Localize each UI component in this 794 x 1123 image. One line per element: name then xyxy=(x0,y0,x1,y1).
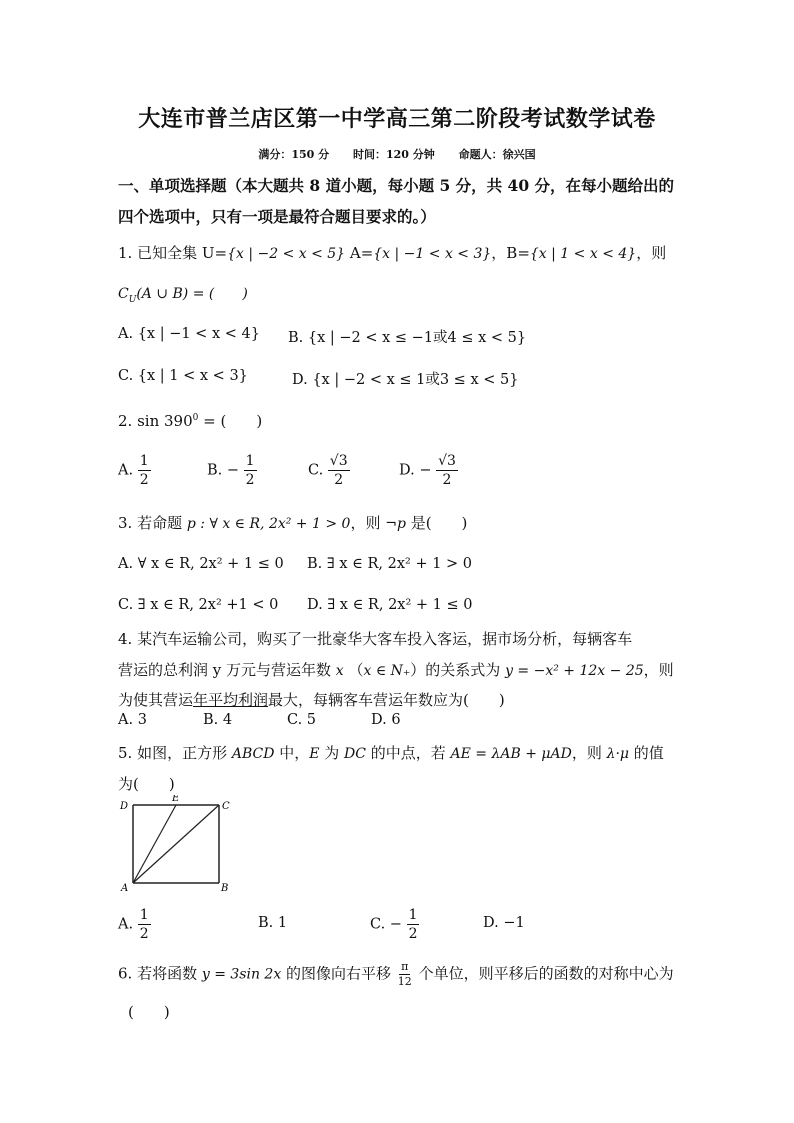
q2-option-a xyxy=(118,452,151,489)
q5-point-e: E xyxy=(309,746,320,762)
q6-c: 个单位，则平移后的函数的对称中心为 xyxy=(413,964,674,983)
exam-meta xyxy=(0,146,794,162)
segment-ae xyxy=(133,805,176,883)
q6-a: 6. 若将函数 xyxy=(118,964,202,983)
label-d: D xyxy=(120,801,129,812)
q1-option-b: B. {x | −2 < x ≤ −1或4 ≤ x < 5} xyxy=(288,330,527,346)
question-6-stem xyxy=(118,960,674,989)
segment-ac xyxy=(133,805,219,883)
q2-b-num: 1 xyxy=(245,453,255,469)
label-a: A xyxy=(121,883,129,894)
q2-option-b xyxy=(207,452,257,489)
q5-line1-c: 为 xyxy=(319,744,345,762)
square-figure xyxy=(115,795,240,895)
q5-line1-b: 中， xyxy=(274,744,310,762)
q2-c-num: √3 xyxy=(329,453,348,469)
q3-option-a: A. ∀ x ∈ R, 2x² + 1 ≤ 0 xyxy=(118,556,284,572)
q5-c-label: C. − xyxy=(370,916,402,933)
question-5-line1 xyxy=(118,742,664,763)
page-title: 大连市普兰店区第一中学高三第二阶段考试数学试卷 xyxy=(138,106,656,132)
q5-lambda-mu: λ·μ xyxy=(606,746,630,762)
q5-option-a xyxy=(118,906,151,943)
q1-expr-tail: (A ∪ B) = ( ) xyxy=(136,286,248,302)
q6-function: y = 3sin 2x xyxy=(201,966,282,983)
q2-a-den: 2 xyxy=(139,472,149,488)
q5-segment-dc: DC xyxy=(344,746,366,762)
q1-option-c: C. {x | 1 < x < 3} xyxy=(118,368,248,384)
q5-option-b: B. 1 xyxy=(258,915,288,931)
q2-c-label: C. xyxy=(308,462,324,479)
q3-option-c: C. ∃ x ∈ R, 2x² +1 < 0 xyxy=(118,597,279,613)
exam-author: 命题人：徐兴国 xyxy=(458,148,536,161)
q1-a-label: A= xyxy=(345,244,374,262)
q2-a-label: A. xyxy=(118,462,134,479)
q6-b: 的图像向右平移 xyxy=(281,964,396,983)
q2-option-c xyxy=(308,452,350,489)
q5-option-d: D. −1 xyxy=(483,915,525,931)
q5-line1-f: 的值 xyxy=(629,744,664,762)
q3-option-d: D. ∃ x ∈ R, 2x² + 1 ≤ 0 xyxy=(307,597,473,613)
section-heading-line2: 四个选项中，只有一项是最符合题目要求的。） xyxy=(118,207,436,226)
q2-stem: 2. sin 390 xyxy=(118,412,193,430)
q2-b-label: B. − xyxy=(207,462,240,479)
q5-option-c xyxy=(370,906,419,943)
q4-line2-d: ，则 xyxy=(643,661,674,679)
q2-sup: 0 xyxy=(192,413,199,423)
q2-a-num: 1 xyxy=(139,453,149,469)
q2-d-den: 2 xyxy=(442,472,452,488)
q2-b-fraction xyxy=(244,452,257,489)
q1-set-b: {x | 1 < x < 4} xyxy=(529,246,637,262)
q3-stem-c: ，则 xyxy=(350,514,386,532)
q4-option-d: D. 6 xyxy=(371,712,401,728)
q5-c-den: 2 xyxy=(408,926,418,942)
q1-set-u: {x | −2 < x < 5} xyxy=(227,246,346,262)
q4-condition: x ∈ N₊ xyxy=(363,663,411,679)
q1-prefix: 1. 已知全集 U= xyxy=(118,244,228,262)
question-4-line1: 4. 某汽车运输公司，购买了一批豪华大客车投入客运，据市场分析，每辆客车 xyxy=(118,630,633,648)
q5-a-label: A. xyxy=(118,916,134,933)
question-5-line2: 为( ) xyxy=(118,775,175,793)
q3-negation: ¬p xyxy=(385,516,406,532)
q5-line1-a: 5. 如图，正方形 xyxy=(118,744,232,762)
q1-b-label: ，B= xyxy=(491,244,530,262)
q3-proposition: p : ∀ x ∈ R, 2x² + 1 > 0 xyxy=(186,516,351,532)
q2-a-fraction xyxy=(138,452,151,489)
exam-time: 时间：120 分钟 xyxy=(353,148,435,161)
q5-c-num: 1 xyxy=(408,907,418,923)
q6-fraction xyxy=(396,960,414,989)
q5-a-num: 1 xyxy=(139,907,149,923)
full-score: 满分：150 分 xyxy=(258,148,330,161)
q4-option-a: A. 3 xyxy=(118,712,147,728)
q4-function: y = −x² + 12x − 25 xyxy=(505,663,644,679)
q6-num: π xyxy=(401,960,409,973)
label-c: C xyxy=(222,801,230,812)
question-4-line2 xyxy=(118,659,674,680)
section-heading-line1: 一、单项选择题（本大题共 8 道小题，每小题 5 分，共 40 分，在每小题给出的 xyxy=(118,176,675,195)
q1-complement: C xyxy=(118,286,129,302)
q4-line3-b: 最大，每辆客车营运年数应为( ) xyxy=(268,691,505,709)
q4-option-b: B. 4 xyxy=(203,712,233,728)
q3-stem-e: 是( ) xyxy=(405,514,468,532)
q5-square: ABCD xyxy=(231,746,275,762)
q1-option-d: D. {x | −2 < x ≤ 1或3 ≤ x < 5} xyxy=(292,372,519,388)
q5-a-fraction xyxy=(138,906,151,943)
q1-option-a: A. {x | −1 < x < 4} xyxy=(118,326,260,342)
q1-then: ，则 xyxy=(636,244,667,262)
q1-complement-sub: U xyxy=(128,295,137,305)
q3-stem-a: 3. 若命题 xyxy=(118,514,187,532)
q4-var-x: x xyxy=(335,663,344,679)
q4-line2-c: ）的关系式为 xyxy=(410,661,506,679)
question-1-expression xyxy=(118,283,248,305)
q2-c-den: 2 xyxy=(334,472,344,488)
q4-option-c: C. 5 xyxy=(287,712,317,728)
q2-tail: = ( ) xyxy=(198,412,263,430)
q5-line1-d: 的中点，若 xyxy=(365,744,451,762)
question-1-stem xyxy=(118,242,666,263)
q2-d-label: D. − xyxy=(399,462,432,479)
q4-line3-a: 为使其营运 xyxy=(118,691,194,709)
question-3-stem xyxy=(118,512,467,533)
q2-d-fraction xyxy=(436,452,458,489)
q4-line2-b: （ xyxy=(343,661,364,679)
q2-d-num: √3 xyxy=(438,453,456,469)
q2-b-den: 2 xyxy=(245,472,255,488)
q2-option-d xyxy=(399,452,458,489)
q4-line2-a: 营运的总利润 y 万元与营运年数 xyxy=(118,661,336,679)
question-4-line3 xyxy=(118,689,505,710)
q5-a-den: 2 xyxy=(139,926,149,942)
q1-set-a: {x | −1 < x < 3} xyxy=(373,246,492,262)
question-2-stem xyxy=(118,410,262,431)
label-e: E xyxy=(172,795,180,804)
question-6-line2: ( ) xyxy=(128,1003,170,1021)
label-b: B xyxy=(221,883,229,894)
q6-den: 12 xyxy=(397,975,412,988)
q5-line1-e: ，则 xyxy=(571,744,607,762)
q3-option-b: B. ∃ x ∈ R, 2x² + 1 > 0 xyxy=(307,556,473,572)
q5-c-fraction xyxy=(407,906,420,943)
q4-underlined: 年平均利润 xyxy=(193,691,269,709)
q5-vector-eq: AE = λAB + μAD xyxy=(450,746,572,762)
q2-c-fraction xyxy=(328,452,350,489)
